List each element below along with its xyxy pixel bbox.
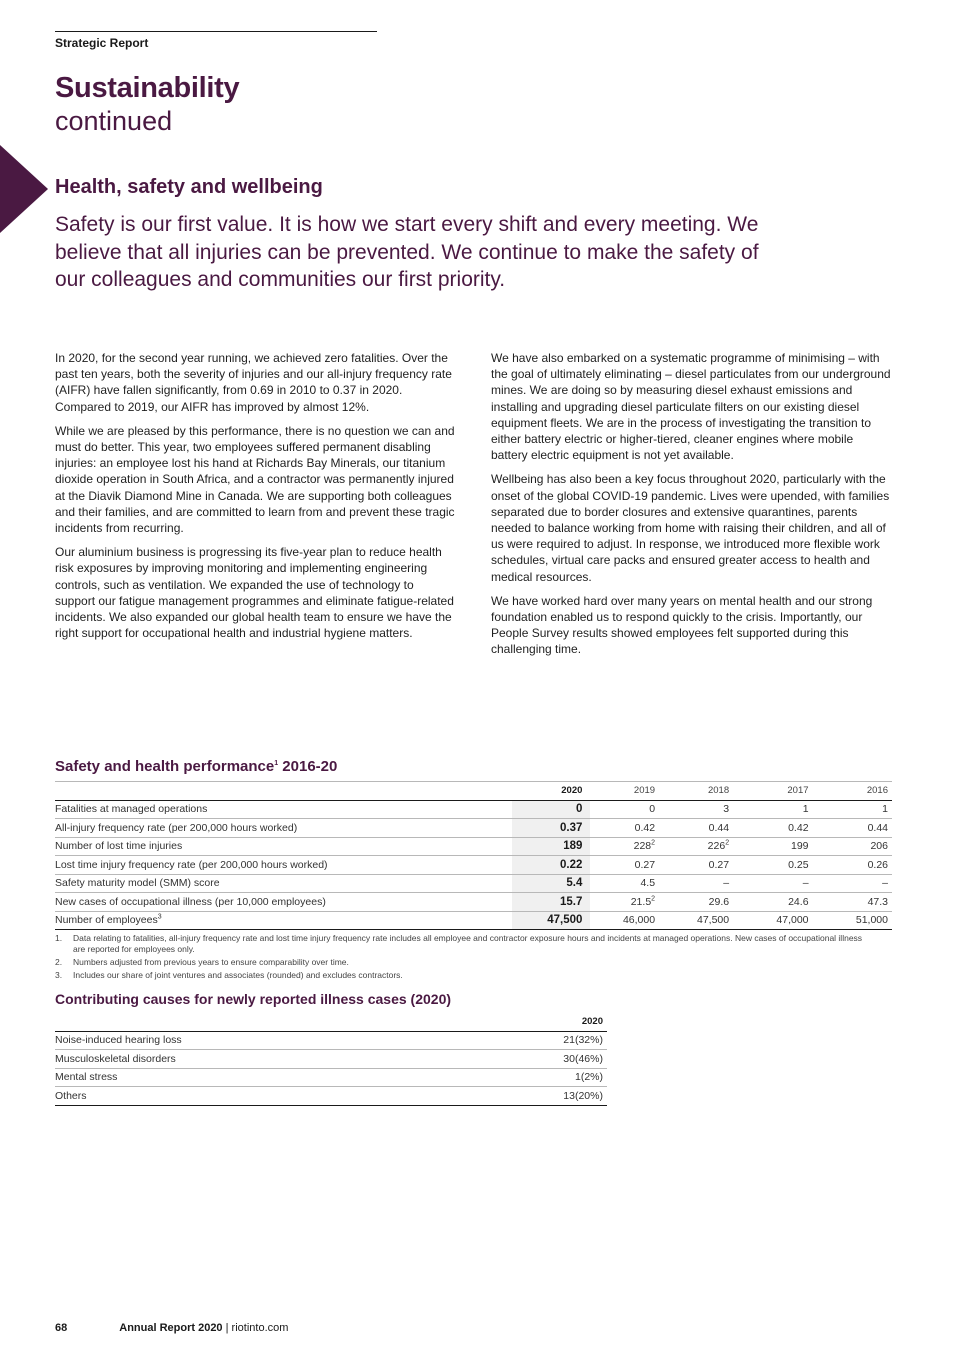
- cell-value: 1: [802, 803, 809, 816]
- row-label-text: Safety maturity model (SMM) score: [55, 877, 220, 890]
- table-row: [55, 893, 892, 912]
- table-row: [55, 800, 892, 819]
- value-cell: [590, 819, 659, 838]
- row-label: [55, 837, 512, 856]
- section-heading: Health, safety and wellbeing: [55, 176, 323, 198]
- performance-table-title: [55, 758, 337, 775]
- cell-value: 47,000: [776, 914, 809, 927]
- value-cell: [590, 800, 659, 819]
- section-marker-triangle: [0, 145, 48, 233]
- row-label: [55, 874, 512, 893]
- footnote-ref: 3: [157, 913, 162, 921]
- section-label: Strategic Report: [55, 36, 149, 50]
- value-cell: [813, 819, 892, 838]
- table-row: [55, 819, 892, 838]
- cell-value: 0.27: [708, 858, 730, 871]
- cell-value: 0: [575, 803, 583, 816]
- table-header-row: [55, 1013, 607, 1031]
- value-cell: [659, 837, 733, 856]
- cell-value: 0: [649, 803, 656, 816]
- footnote-ref: 2: [725, 839, 730, 847]
- row-label: Musculoskeletal disorders: [55, 1052, 176, 1065]
- value-cell: [659, 819, 733, 838]
- year-header: 2020: [529, 1013, 607, 1031]
- cell-value: 21.5: [630, 895, 652, 908]
- cell-value: 0.42: [634, 821, 656, 834]
- table-header-row: [55, 782, 892, 801]
- row-label-text: Fatalities at managed operations: [55, 803, 208, 816]
- value-cell: [512, 911, 590, 930]
- cell-value: 0.25: [788, 858, 809, 871]
- cell-value: –: [802, 877, 809, 890]
- row-label: Mental stress: [55, 1071, 118, 1084]
- cell-value: 0.44: [708, 821, 730, 834]
- value-cell: 21(32%): [563, 1034, 603, 1047]
- body-paragraph: Our aluminium business is progressing its five-year plan to reduce health risk exposures by improving monitoring and implementing engineering controls, such as ventilation. We expanded the use of technology to support our fatigue management programmes and eliminate fatigue-related incidents. We also expanded our global health team to ensure we have the right support for occupational health and industrial hygiene matters.: [55, 545, 454, 641]
- row-label: Others: [55, 1089, 87, 1102]
- footnote-number: 2.: [55, 957, 63, 967]
- cell-value: 15.7: [560, 895, 583, 908]
- body-paragraph: While we are pleased by this performance, there is no question we can and must do better. This year, two employees suffered permanent disabling injuries: an employee lost his hand at Richards Bay Minerals, our titanium dioxide operation in South Africa, and a contractor was permanently injured at the Diavik Diamond Mine in Canada. We are supporting both colleagues and their families, and are committed to learn from and prevent these tragic incidents from recurring.: [55, 423, 455, 536]
- cell-value: 0.22: [560, 858, 583, 871]
- performance-table-title-text: Safety and health performance: [55, 758, 275, 775]
- value-cell: [733, 819, 812, 838]
- row-label: [55, 800, 512, 819]
- cell-value: 0.42: [788, 821, 809, 834]
- value-cell: [733, 856, 812, 875]
- value-cell: [590, 911, 659, 930]
- cell-value: –: [882, 877, 888, 890]
- table-row: [55, 856, 892, 875]
- body-paragraph: We have also embarked on a systematic programme of minimising – with the goal of ultimately eliminating – diesel particulates from our underground mines. We are doing so by measuring diesel exhaust emissions and installing and upgrading diesel particulate filters on our existing diesel equipment fleets. We are in the process of investigating the transition to either battery electric or higher-tiered, cleaner engines where mobile battery electric equipment is not yet available.: [491, 351, 891, 463]
- cell-value: 206: [870, 840, 888, 853]
- table-row: [55, 874, 892, 893]
- table-row: [55, 1031, 607, 1050]
- row-label-text: Lost time injury frequency rate (per 200,000 hours worked): [55, 858, 328, 871]
- body-column-right: [491, 350, 893, 666]
- footnote-number: 1.: [55, 933, 63, 943]
- value-cell: [512, 893, 590, 912]
- table-row: [55, 1087, 607, 1106]
- year-header: 2020: [512, 782, 590, 801]
- value-cell: [512, 856, 590, 875]
- body-paragraph: Wellbeing has also been a key focus throughout 2020, particularly with the onset of the global COVID-19 pandemic. Lives were upended, with families separated due to border closures and extensive quarantines, parents needed to balance working from home with raising their children, and all of us were required to adjust. In response, we introduced more flexible work schedules, virtual care packs and ensured greater access to health and medical resources.: [491, 472, 890, 584]
- row-label-text: All-injury frequency rate (per 200,000 hours worked): [55, 821, 298, 834]
- body-column-left: [55, 350, 457, 649]
- page-footer: [55, 1322, 288, 1334]
- value-cell: [813, 800, 892, 819]
- row-label-text: Number of lost time injuries: [55, 840, 183, 853]
- footer-separator: |: [222, 1322, 232, 1334]
- body-paragraph: In 2020, for the second year running, we achieved zero fatalities. Over the past ten years, both the severity of injuries and our all-injury frequency rate (AIFR) have fallen significantly, from 0.69 in 2010 to 0.37 in 2020. Compared to 2019, our AIFR has improved by almost 12%.: [55, 351, 452, 414]
- causes-table: [55, 1013, 607, 1106]
- year-header: 2016: [866, 785, 888, 797]
- value-cell: [733, 800, 812, 819]
- performance-table: [55, 781, 892, 930]
- header-label-cell: [55, 782, 512, 801]
- page-number: 68: [55, 1322, 68, 1334]
- cell-value: 1: [882, 803, 888, 816]
- value-cell: [512, 819, 590, 838]
- cell-value: –: [723, 877, 730, 890]
- value-cell: [590, 837, 659, 856]
- value-cell: [813, 893, 892, 912]
- website-link[interactable]: riotinto.com: [231, 1322, 289, 1334]
- cell-value: 0.26: [867, 858, 888, 871]
- value-cell: [659, 893, 733, 912]
- row-label-text: Number of employees: [55, 914, 158, 927]
- value-cell: [733, 837, 812, 856]
- value-cell: [659, 874, 733, 893]
- row-label: [55, 856, 512, 875]
- cell-value: 47,500: [696, 914, 730, 927]
- row-label: [55, 819, 512, 838]
- value-cell: [733, 911, 812, 930]
- cell-value: 0.44: [867, 821, 888, 834]
- value-cell: [590, 856, 659, 875]
- value-cell: [512, 874, 590, 893]
- cell-value: 3: [723, 803, 730, 816]
- cell-value: 51,000: [855, 914, 888, 927]
- performance-table-title-range: 2016-20: [278, 758, 338, 775]
- value-cell: [512, 837, 590, 856]
- table-row: [55, 1050, 607, 1069]
- footnote: [55, 970, 865, 981]
- value-cell: 13(20%): [563, 1089, 603, 1102]
- value-cell: [733, 893, 812, 912]
- cell-value: 0.27: [634, 858, 656, 871]
- value-cell: 30(46%): [563, 1052, 603, 1065]
- value-cell: [813, 874, 892, 893]
- row-label-text: New cases of occupational illness (per 10,000 employees): [55, 895, 326, 908]
- footnote: [55, 933, 865, 954]
- header-label-cell: [55, 1013, 529, 1031]
- causes-table-title: Contributing causes for newly reported illness cases (2020): [55, 991, 452, 1007]
- footnote-ref: 2: [651, 895, 656, 903]
- value-cell: [733, 874, 812, 893]
- lead-statement: Safety is our first value. It is how we start every shift and every meeting. We believe that all injuries can be prevented. We continue to make the safety of our colleagues and communities our first priority.: [55, 213, 759, 291]
- footnote-ref: 1: [274, 760, 279, 767]
- cell-value: 0.37: [560, 821, 583, 834]
- report-name: Annual Report 2020: [119, 1322, 223, 1334]
- cell-value: 5.4: [566, 877, 583, 890]
- row-label: [55, 911, 512, 930]
- value-cell: [590, 874, 659, 893]
- year-header: 2018: [707, 785, 730, 797]
- cell-value: 24.6: [788, 895, 809, 908]
- cell-value: 4.5: [640, 877, 656, 890]
- footnote-number: 3.: [55, 970, 63, 980]
- cell-value: 47,500: [547, 914, 583, 927]
- cell-value: 226: [707, 840, 726, 853]
- cell-value: 199: [791, 840, 809, 853]
- value-cell: [659, 856, 733, 875]
- year-header: 2019: [633, 785, 656, 797]
- top-rule: [55, 31, 377, 32]
- value-cell: [813, 856, 892, 875]
- cell-value: 228: [633, 840, 652, 853]
- value-cell: [659, 911, 733, 930]
- value-cell: [659, 800, 733, 819]
- value-cell: [813, 911, 892, 930]
- value-cell: 1(2%): [574, 1071, 603, 1084]
- footnote: [55, 957, 865, 968]
- year-header: 2017: [787, 785, 809, 797]
- page-subtitle: continued: [55, 106, 173, 136]
- row-label: [55, 893, 512, 912]
- footnote-text: Numbers adjusted from previous years to ensure comparability over time.: [73, 957, 349, 967]
- cell-value: 29.6: [708, 895, 730, 908]
- table-row: [55, 837, 892, 856]
- footnote-text: Includes our share of joint ventures and associates (rounded) and excludes contractors.: [73, 970, 403, 980]
- cell-value: 189: [563, 840, 583, 853]
- cell-value: 47.3: [867, 895, 888, 908]
- table-row: [55, 1068, 607, 1087]
- table-row: [55, 911, 892, 930]
- value-cell: [813, 837, 892, 856]
- value-cell: [512, 800, 590, 819]
- footnote-text: Data relating to fatalities, all-injury frequency rate and lost time injury frequency rate includes all employee and contractor exposure hours and incidents at managed operations. New cases of occupational illness are reported for employees only.: [73, 933, 863, 954]
- cell-value: 46,000: [622, 914, 656, 927]
- footnote-ref: 2: [651, 839, 656, 847]
- page-title: Sustainability: [55, 72, 240, 104]
- body-paragraph: We have worked hard over many years on mental health and our strong foundation enabled us to respond quickly to the crisis. Importantly, our People Survey results showed employees felt supported during this challenging time.: [491, 593, 873, 657]
- row-label: Noise-induced hearing loss: [55, 1034, 182, 1047]
- value-cell: [590, 893, 659, 912]
